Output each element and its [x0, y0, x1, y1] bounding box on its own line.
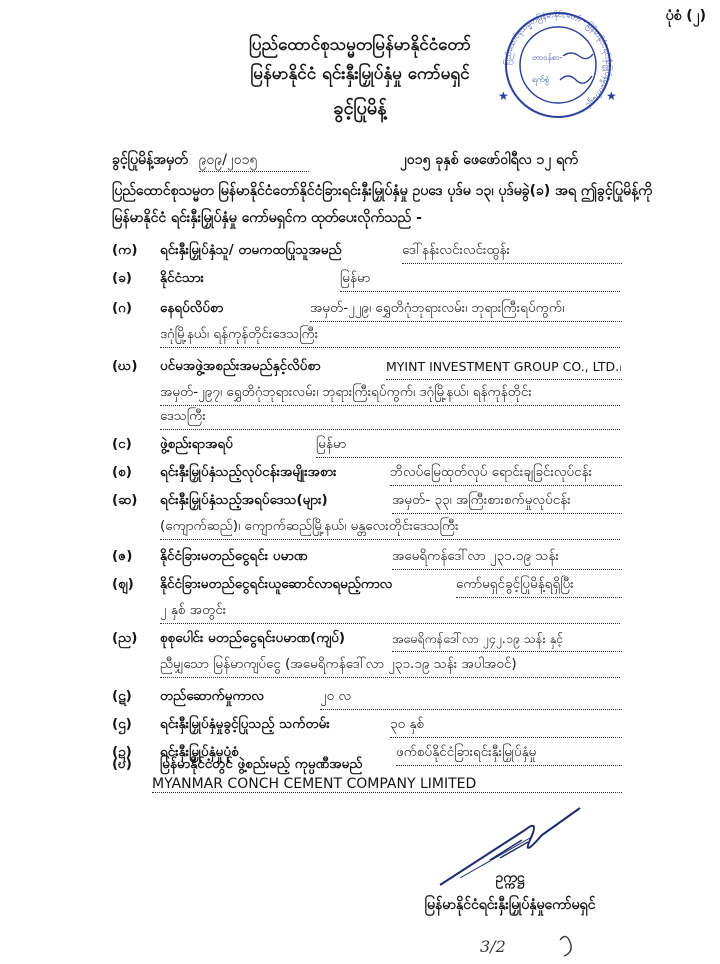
- seal-ring-text: ပြည်ထောင်စုသမ္မတမြန်မာနိုင်ငံတော် · မြန်မာနိုင်ငံရင်းနှီးမြှုပ်နှံမှုကော်မရှင်: [502, 10, 614, 111]
- item-label: ရင်းနှီးမြှုပ်နှံမှုပုံစံ: [160, 744, 239, 760]
- permit-number-row: [112, 150, 309, 172]
- page-title: ခွင့်ပြုမိန့်: [333, 98, 387, 119]
- item-number: (ဃ): [112, 358, 138, 374]
- seal-star-icon: ★: [498, 89, 509, 103]
- item-label: ရင်းနှီးမြှုပ်နှံမှုခွင့်ပြုသည့် သက်တမ်း: [160, 716, 330, 732]
- item-number: (ဇ): [112, 548, 133, 564]
- item-label: ရင်းနှီးမြှုပ်နှံသည့်လုပ်ငန်းအမျိုးအစား: [160, 464, 337, 480]
- item-label: စုစုပေါင်း မတည်ငွေရင်းပမာဏ(ကျပ်): [160, 630, 346, 646]
- permit-number-value: ၉၀၉/၂၀၁၅: [199, 150, 309, 172]
- item-label: ပင်မအဖွဲ့အစည်းအမည်နှင့်လိပ်စာ: [160, 358, 321, 374]
- item-number: (ဈ): [112, 576, 134, 592]
- permit-date: ၂၀၁၅ ခုနှစ် ဖေဖော်ဝါရီလ ၁၂ ရက်: [400, 152, 578, 168]
- handwritten-text: 3/2: [480, 937, 506, 956]
- handwritten-note: [480, 930, 600, 960]
- item-label: နိုင်ငံခြားမတည်ငွေရင်း ပမာဏ: [160, 548, 308, 564]
- item-number: (ည): [112, 630, 138, 646]
- seal-star-icon: ★: [606, 89, 617, 103]
- signatory-organization: မြန်မာနိုင်ငံရင်းနှီးမြှုပ်နှံမှုကော်မရှင်: [424, 897, 596, 913]
- item-number: (ဋ): [112, 688, 132, 704]
- list-item: [112, 752, 632, 777]
- item-value: ဘိလပ်မြေထုတ်လုပ် ရောင်းချခြင်းလုပ်ငန်း: [390, 460, 622, 486]
- item-value: ၃၀ နှစ်: [390, 712, 622, 738]
- item-label: နေရပ်လိပ်စာ: [160, 300, 224, 316]
- item-value: ၂၀ လ: [320, 684, 622, 710]
- official-seal: [488, 10, 628, 120]
- item-value: မြန်မာ: [316, 432, 622, 458]
- signatory-title: ဥက္ကဋ္ဌ: [495, 870, 525, 886]
- item-number: (ဂ): [112, 300, 133, 316]
- page-number: ပုံစံ (၂): [665, 8, 706, 24]
- header-line2: မြန်မာနိုင်ငံ ရင်းနှီးမြှုပ်နှံမှု ကော်မရှင်: [250, 64, 470, 84]
- seal-line2: ရက်စွဲ: [532, 75, 549, 84]
- item-value-continued: ဒဂုံမြို့နယ်၊ ရန်ကုန်တိုင်းဒေသကြီး: [160, 322, 620, 348]
- item-value: MYINT INVESTMENT GROUP CO., LTD.၊: [386, 354, 622, 380]
- item-label: ဖွဲ့စည်းရာအရပ်: [160, 436, 233, 452]
- item-value: အမေရိကန်ဒေါ်လာ ၂၃၁.၁၉ သန်း: [392, 544, 622, 570]
- item-value: ဒေါ်နန်းလင်းလင်းထွန်း: [402, 238, 622, 264]
- item-number: (ဌ): [112, 716, 132, 732]
- item-label: နိုင်ငံခြားမတည်ငွေရင်းယူဆောင်လာရမည့်ကာလ: [160, 576, 393, 592]
- item-label: ရင်းနှီးမြှုပ်နှံသူ/ တမကထပြုသူအမည်: [160, 242, 342, 258]
- item-number: (စ): [112, 464, 132, 480]
- permit-number-label: ခွင့်ပြုမိန့်အမှတ်: [112, 152, 188, 168]
- item-value: မြန်မာ: [340, 266, 620, 292]
- header-line1: ပြည်ထောင်စုသမ္မတမြန်မာနိုင်ငံတော်: [249, 35, 471, 55]
- item-number: (င): [112, 436, 132, 452]
- item-number: (က): [112, 242, 138, 258]
- item-value-continued: ညီမျှသော မြန်မာကျပ်ငွေ (အမေရိကန်ဒေါ်လာ ၂၃၁.၁၉ သန်း အပါအဝင်): [160, 652, 620, 678]
- item-value: ဖက်စပ်နိုင်ငံခြားရင်းနှီးမြှုပ်နှံမှု: [396, 740, 622, 766]
- company-name: MYANMAR CONCH CEMENT COMPANY LIMITED: [152, 776, 622, 793]
- item-value: အမှတ်- ၃၃၊ အကြီးစားစက်မှုလုပ်ငန်း: [392, 488, 622, 514]
- item-number: (ဍ): [112, 744, 132, 760]
- item-value: အမှတ်-၂၂၉၊ ရွှေတိဂုံဘုရားလမ်း၊ ဘုရားကြီးရပ်ကွက်၊: [310, 296, 622, 322]
- item-label: မြန်မာနိုင်ငံတွင် ဖွဲ့စည်းမည့် ကုမ္ပဏီအမည်: [160, 756, 363, 772]
- item-number: (ဎ): [112, 756, 132, 772]
- item-value: ကော်မရှင်ခွင့်ပြုမိန့်ရရှိပြီး: [456, 572, 622, 598]
- item-value-continued: ၂ နှစ် အတွင်း: [160, 598, 620, 624]
- item-value-continued: အမှတ်-၂၉၇၊ ရွှေတိဂုံဘုရားလမ်း၊ ဘုရားကြီးရပ်ကွက်၊ ဒဂုံမြို့နယ်၊ ရန်ကုန်တိုင်း: [160, 380, 620, 406]
- item-value: အမေရိကန်ဒေါ်လာ ၂၄၂.၁၉ သန်း နှင့်: [392, 626, 622, 652]
- seal-line1: တာဝန်စာ-: [532, 53, 563, 62]
- intro-paragraph: ပြည်ထောင်စုသမ္မတ မြန်မာနိုင်ငံတော်နိုင်ငံခြားရင်းနှီးမြှုပ်နှံမှု ဥပဒေ ပုဒ်မ ၁၃၊ ပုဒ်မခွဲ(ခ) အရ ဤခွင့်ပြုမိန့်ကို မြန်မာနိုင်ငံ ရင်းနှီးမြှုပ်နှံမှု ကော်မရှင်က ထုတ်ပေးလိုက်သည် -: [112, 183, 652, 226]
- item-number: (ခ): [112, 270, 132, 286]
- item-label: နိုင်ငံသား: [160, 270, 204, 286]
- item-label: တည်ဆောက်မှုကာလ: [160, 688, 264, 704]
- item-number: (ဆ): [112, 492, 138, 508]
- item-value-continued: (ကျောက်ဆည်)၊ ကျောက်ဆည်မြို့နယ်၊ မန္တလေးတိုင်းဒေသကြီး: [160, 514, 620, 540]
- item-label: ရင်းနှီးမြှုပ်နှံသည့်အရပ်ဒေသ(များ): [160, 492, 328, 508]
- item-value-continued: ဒေသကြီး: [160, 404, 620, 430]
